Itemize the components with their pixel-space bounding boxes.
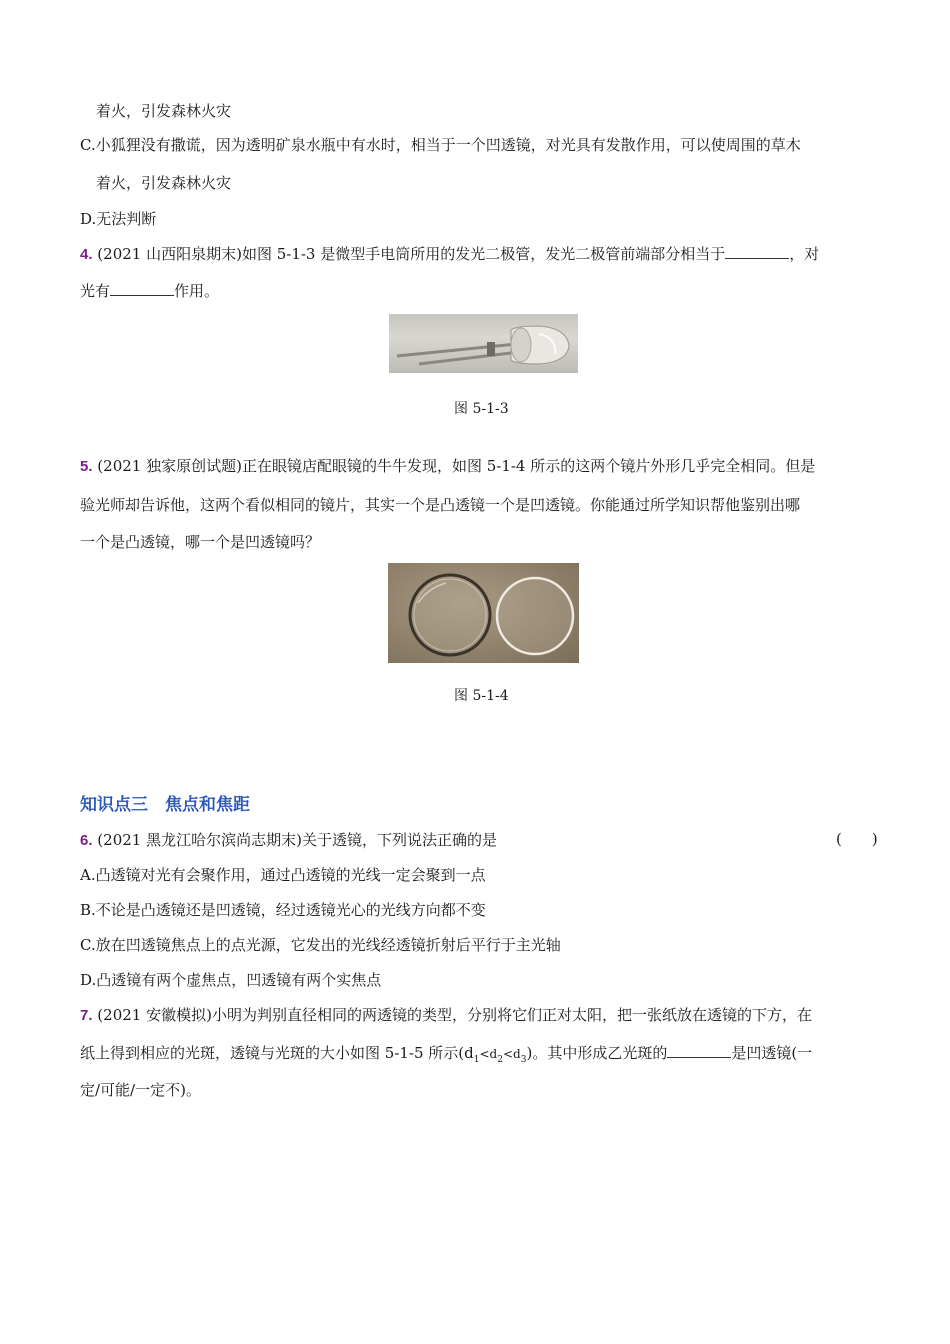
figure-caption: 图 5-1-4 — [454, 688, 509, 704]
option-a: A.凸透镜对光有会聚作用，通过凸透镜的光线一定会聚到一点 — [80, 866, 486, 884]
option-c: C.放在凹透镜焦点上的点光源，它发出的光线经透镜折射后平行于主光轴 — [80, 936, 561, 954]
led-diode-photo — [389, 314, 578, 373]
section-title: 知识点三 焦点和焦距 — [80, 795, 250, 815]
question-number: 7. — [80, 1007, 93, 1024]
two-lenses-photo — [388, 563, 579, 663]
question-5-line-3: 一个是凸透镜，哪一个是凹透镜吗？ — [80, 533, 321, 551]
question-text: 作用。 — [174, 282, 220, 300]
option-d-line: D.无法判断 — [80, 210, 157, 228]
question-7-line-2 — [80, 1042, 812, 1071]
answer-blank[interactable] — [667, 1043, 731, 1058]
subscript: 1 — [473, 1055, 480, 1065]
question-5-line-2: 验光师却告诉他，这两个看似相同的镜片，其实一个是凸透镜一个是凹透镜。你能通过所学知识帮他鉴别出哪 — [80, 496, 801, 514]
option-d: D.凸透镜有两个虚焦点，凹透镜有两个实焦点 — [80, 971, 382, 989]
question-text: <d — [502, 1047, 521, 1061]
option-b-continuation: 着火，引发森林火灾 — [96, 102, 232, 120]
question-number: 5. — [80, 458, 93, 475]
question-text: 纸上得到相应的光斑，透镜与光斑的大小如图 5-1-5 所示(d — [80, 1044, 474, 1062]
question-text: (2021 独家原创试题)正在眼镜店配眼镜的牛牛发现，如图 5-1-4 所示的这两个镜片外形几乎完全相同。但是 — [97, 457, 816, 475]
question-text: (2021 黑龙江哈尔滨尚志期末)关于透镜，下列说法正确的是 — [97, 831, 497, 849]
question-text: (2021 山西阳泉期末)如图 5-1-3 是微型手电筒所用的发光二极管，发光二极管前端部分相当于 — [97, 245, 726, 263]
option-c-continuation: 着火，引发森林火灾 — [96, 174, 232, 192]
question-6-line — [80, 829, 497, 852]
question-text: 是凹透镜(一 — [731, 1044, 813, 1062]
question-number: 4. — [80, 246, 93, 263]
subscript: 3 — [520, 1055, 527, 1065]
answer-blank[interactable] — [725, 244, 789, 259]
option-c-line: C.小狐狸没有撒谎，因为透明矿泉水瓶中有水时，相当于一个凹透镜，对光具有发散作用，可以使周围的草木 — [80, 136, 801, 154]
question-7-line-1 — [80, 1004, 812, 1027]
question-text: (2021 安徽模拟)小明为判别直径相同的两透镜的类型，分别将它们正对太阳，把一张纸放在透镜的下方，在 — [97, 1006, 812, 1024]
question-number: 6. — [80, 832, 93, 849]
question-text: )。其中形成乙光斑的 — [526, 1044, 668, 1062]
question-7-line-3: 定/可能/一定不)。 — [80, 1081, 201, 1099]
question-4-line-2 — [80, 280, 219, 302]
subscript: 2 — [497, 1055, 503, 1065]
figure-caption: 图 5-1-3 — [454, 401, 509, 417]
option-b: B.不论是凸透镜还是凹透镜，经过透镜光心的光线方向都不变 — [80, 901, 486, 919]
question-text: 光有 — [80, 282, 111, 300]
answer-parentheses[interactable]: ( ) — [836, 830, 878, 848]
answer-blank[interactable] — [110, 281, 174, 296]
question-text: <d — [479, 1047, 498, 1061]
question-4-line-1 — [80, 243, 819, 266]
question-text: ，对 — [789, 245, 820, 263]
question-5-line-1 — [80, 455, 815, 478]
